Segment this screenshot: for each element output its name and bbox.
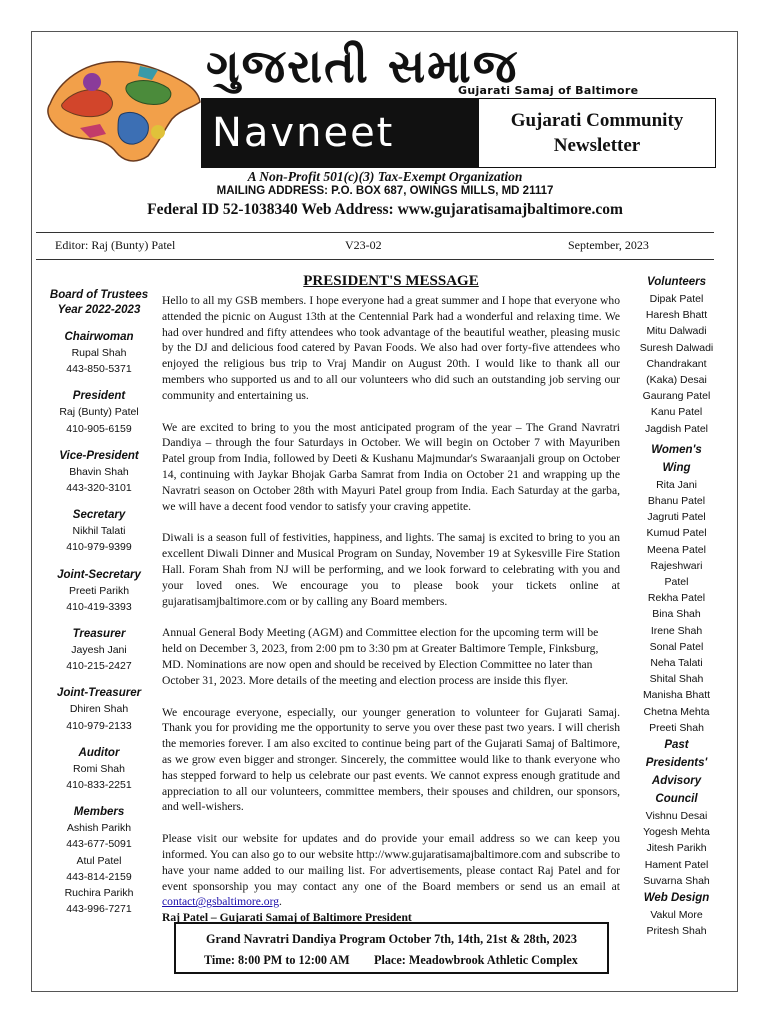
member-phone: 410-419-3393 — [66, 600, 132, 613]
volunteer-name: Jagdish Patel — [644, 422, 709, 435]
message-paragraph: We encourage everyone, especially, our younger generation to volunteer for Gujarati Samaj. Thank you for providing me the opportunity to serve you over these past two years. I will cherish the memories forever. I am also excited to continue being part of the Gujarati Samaj of Baltimore, as we grow even bigger and stronger. Sincerely, the committee would like to thank everyone who has stepped forward to help us celebrate our past events. We cannot express enough gratitude and appreciation to all our volunteers, committee members, their spouses and children, our sponsors, and well-wishers. — [162, 705, 620, 814]
issue-date: September, 2023 — [568, 238, 649, 252]
volunteer-name: Kanu Patel — [650, 406, 703, 419]
contact-period: . — [279, 895, 282, 909]
role-title: Chairwoman — [64, 331, 134, 343]
womens-wing-title: Women's — [651, 443, 702, 456]
event-time: Time: 8:00 PM to 12:00 AM — [204, 953, 350, 967]
volunteer-name: Chandrakant — [646, 357, 707, 370]
womens-wing-name: Rita Jani — [656, 478, 697, 491]
member-name: Ruchira Parikh — [64, 887, 134, 900]
gujarati-title: ગુજરાતી સમાજ — [206, 39, 519, 93]
womens-wing-name: Manisha Bhatt — [642, 689, 711, 702]
advisory-title: Presidents' — [645, 757, 708, 770]
web-design-title: Web Design — [643, 892, 710, 905]
womens-wing-name: Shital Shah — [649, 673, 704, 686]
navneet-title: Navneet — [212, 110, 395, 156]
event-place: Place: Meadowbrook Athletic Complex — [374, 953, 578, 967]
advisory-name: Suvarna Shah — [643, 874, 710, 887]
member-name: Dhiren Shah — [69, 703, 129, 716]
womens-wing-name: Sonal Patel — [649, 640, 704, 653]
advisory-title: Council — [655, 793, 698, 806]
role-title: Auditor — [78, 746, 120, 759]
womens-wing-name: Irene Shah — [650, 624, 703, 637]
member-phone: 443-320-3101 — [66, 482, 132, 495]
member-name: Bhavin Shah — [69, 465, 129, 478]
board-title: Board of Trustees — [49, 289, 149, 301]
member-name: Romi Shah — [73, 762, 125, 775]
member-phone: 410-979-2133 — [66, 719, 132, 732]
message-paragraph-contact — [162, 831, 620, 910]
member-phone: 443-814-2159 — [66, 870, 132, 883]
womens-wing-name: Meena Patel — [647, 543, 706, 556]
womens-wing-name: Rekha Patel — [647, 592, 706, 605]
message-paragraph: Hello to all my GSB members. I hope everyone had a great summer and I hope that everyone who attended the picnic on August 13th at the Centennial Park had a wonderful and relaxing time. We had over hundred and fifty attendees who took advantage of the beautiful weather, pleasing music by the DJ and delicious food catered by Pavan Foods. We also had over forty-five attendees who enjoyed the religious bus trip to Vraj Mandir on August 20th. I would like to thank all our members who supported us and to all our volunteers who did such an outstanding job serving our community and entertaining us. — [162, 294, 620, 402]
advisory-title: Advisory — [651, 775, 702, 788]
presidents-message — [162, 272, 620, 942]
womens-wing-name: Neha Talati — [650, 657, 703, 670]
newsletter-title-box — [478, 98, 716, 168]
advisory-name: Hament Patel — [644, 858, 709, 871]
womens-wing-name: Bhanu Patel — [647, 495, 706, 508]
womens-wing-name: Jagruti Patel — [647, 511, 706, 524]
role-title: Joint-Treasurer — [56, 687, 142, 700]
web-design-name: Pritesh Shah — [646, 925, 707, 938]
community-line2: Newsletter — [553, 135, 641, 156]
member-name: Jayesh Jani — [71, 644, 127, 657]
community-line1: Gujarati Community — [510, 110, 684, 131]
message-title: PRESIDENT'S MESSAGE — [303, 273, 479, 289]
signature: Raj Patel – Gujarati Samaj of Baltimore President — [162, 911, 412, 925]
board-year: Year 2022-2023 — [57, 304, 141, 316]
web-design-name: Vakul More — [650, 909, 703, 922]
member-phone: 443-996-7271 — [66, 903, 132, 916]
board-of-trustees — [33, 288, 165, 917]
volunteer-name: Dipak Patel — [649, 293, 704, 305]
editor-label: Editor: Raj (Bunty) Patel — [55, 238, 176, 252]
message-paragraph: We are excited to bring to you the most anticipated program of the year – The Grand Navratri Dandiya – through the four Saturdays in October. We will begin on October 7 with Mayuriben Patel group from India, followed by Deeti & Kushanu Majmundar's Swaraanjali group on October 14, continuing with Jaykar Bhojak Garba Samrat from India on October 21 and wrapping up the Navratri season on October 28th with Mayuri Patel group from India. Each Saturday at the garba, we will have a decent food vendor to satisfy your craving appetite. — [162, 420, 620, 513]
gujarati-subtitle: Gujarati Samaj of Baltimore — [458, 84, 639, 97]
header-divider-top — [36, 232, 714, 233]
advisory-title: Past — [664, 739, 689, 752]
contact-email-link[interactable]: contact@gsbaltimore.org — [162, 895, 280, 909]
member-name: Rupal Shah — [71, 347, 127, 359]
member-name: Ashish Parikh — [66, 822, 132, 835]
advisory-name: Jitesh Parikh — [646, 842, 707, 855]
member-phone: 410-215-2427 — [66, 660, 132, 673]
volunteer-name: Haresh Bhatt — [645, 309, 708, 322]
role-title: Treasurer — [72, 628, 126, 641]
event-title: Grand Navratri Dandiya Program October 7th, 14th, 21st & 28th, 2023 — [206, 932, 577, 946]
members-title: Members — [73, 806, 125, 819]
advisory-name: Vishnu Desai — [645, 810, 708, 823]
event-box — [174, 922, 609, 974]
nonprofit-line: A Non-Profit 501(c)(3) Tax-Exempt Organization — [247, 169, 523, 184]
role-title: Vice-President — [59, 449, 139, 462]
member-phone: 443-850-5371 — [66, 363, 132, 376]
volunteer-name: (Kaka) Desai — [646, 374, 707, 387]
womens-wing-name: Bina Shah — [652, 608, 701, 621]
mailing-address: MAILING ADDRESS: P.O. BOX 687, OWINGS MILLS, MD 21117 — [216, 185, 554, 197]
contact-text: Please visit our website for updates and do provide your email address so we can keep you informed. You can also go to our website http://www.gujaratisamajbaltimore.com and subscribe to have your name added to our mailing list. For advertisements, please contact Raj Patel and for event sponsorship you may contact any one of the Board members or send us an email at — [162, 832, 620, 893]
womens-wing-name: Rajeshwari — [650, 559, 703, 572]
member-phone: 443-677-5091 — [66, 838, 132, 851]
volunteers-column — [629, 273, 724, 940]
member-name: Nikhil Talati — [72, 525, 126, 538]
member-name: Raj (Bunty) Patel — [59, 406, 139, 419]
member-phone: 410-979-9399 — [66, 541, 132, 554]
member-name: Atul Patel — [76, 854, 122, 867]
member-phone: 410-833-2251 — [66, 779, 132, 792]
message-paragraph: Annual General Body Meeting (AGM) and Committee election for the upcoming term will be held on December 3, 2023, from 2:00 pm to 3:30 pm at Greater Baltimore Temple, Finksburg, MD. Nominations are now open and should be received by Election Committee no later than October 31, 2023. More details of the meeting and election process are inside this flyer. — [162, 626, 599, 687]
gujarat-map-logo — [40, 44, 205, 169]
member-name: Preeti Parikh — [68, 584, 130, 597]
volunteer-name: Suresh Dalwadi — [639, 341, 714, 354]
member-phone: 410-905-6159 — [66, 422, 132, 435]
role-title: Secretary — [72, 509, 126, 522]
role-title: President — [72, 390, 126, 403]
womens-wing-title-2: Wing — [662, 461, 691, 474]
volunteer-name: Mitu Dalwadi — [646, 325, 707, 338]
womens-wing-name: Patel — [664, 576, 689, 589]
header-divider-bottom — [36, 259, 714, 260]
advisory-name: Yogesh Mehta — [643, 826, 710, 839]
message-paragraph: Diwali is a season full of festivities, happiness, and lights. The samaj is excited to bring to you an excellent Diwali Dinner and Musical Program on Sunday, November 19 at Sykesville Fire Station Hall. Foram Shah from NJ will be performing, and we look forward to celebrating with you and your loved ones. We encourage you to please book your tickets online at gujaratisamjbaltimore.com or by calling any Board members. — [162, 531, 620, 608]
womens-wing-name: Chetna Mehta — [643, 705, 710, 718]
federal-id-web: Federal ID 52-1038340 Web Address: www.gujaratisamajbaltimore.com — [147, 201, 623, 218]
role-title: Joint-Secretary — [57, 568, 141, 581]
womens-wing-name: Kumud Patel — [646, 527, 707, 540]
volume-label: V23-02 — [345, 238, 382, 252]
womens-wing-name: Preeti Shah — [649, 721, 704, 734]
volunteer-name: Gaurang Patel — [642, 390, 711, 403]
volunteers-title: Volunteers — [646, 276, 706, 288]
